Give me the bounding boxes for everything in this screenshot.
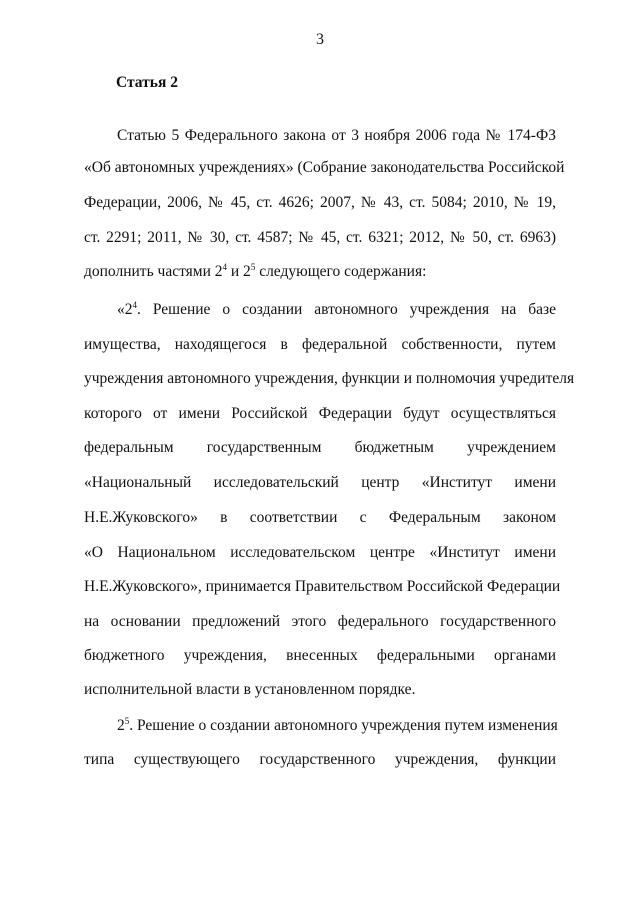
text-fragment: дополнить частями 2 [84, 263, 223, 280]
text-fragment: следующего содержания: [255, 263, 427, 280]
text-fragment: 2 [117, 717, 125, 734]
text-fragment: и 2 [227, 263, 251, 280]
page-number: 3 [316, 31, 324, 48]
paragraph-1-line-3: Федерации, 2006, № 45, ст. 4626; 2007, № 43, ст. 5084; 2010, № 19, [84, 194, 556, 211]
text-fragment: . Решение о создании автономного учреждения на базе [137, 301, 556, 318]
paragraph-2-line-6: «Национальный исследовательский центр «Институт имени [84, 474, 556, 491]
paragraph-1-line-4: ст. 2291; 2011, № 30, ст. 4587; № 45, ст. 6321; 2012, № 50, ст. 6963) [84, 229, 556, 246]
paragraph-2-line-5: федеральным государственным бюджетным учреждением [84, 439, 556, 456]
paragraph-3-line-1 [117, 716, 556, 736]
paragraph-2-line-8: «О Национальном исследовательском центре «Институт имени [84, 544, 556, 561]
paragraph-1-line-5 [84, 262, 556, 282]
paragraph-2-line-3: учреждения автономного учреждения, функции и полномочия учредителя [84, 370, 575, 387]
paragraph-3-line-2: типа существующего государственного учреждения, функции [84, 751, 556, 768]
paragraph-2-line-2: имущества, находящегося в федеральной собственности, путем [84, 336, 556, 353]
superscript: 4 [132, 300, 137, 310]
superscript: 5 [250, 262, 256, 272]
paragraph-2-line-10: на основании предложений этого федерального государственного [84, 613, 556, 630]
text-fragment: «2 [117, 301, 133, 318]
paragraph-2-line-12: исполнительной власти в установленном порядке. [84, 681, 416, 698]
paragraph-2-line-11: бюджетного учреждения, внесенных федеральными органами [84, 647, 556, 664]
paragraph-1-line-1: Статью 5 Федерального закона от 3 ноября 2006 года № 174-ФЗ [117, 127, 556, 144]
paragraph-1-line-2: «Об автономных учреждениях» (Собрание законодательства Российской [84, 159, 565, 176]
paragraph-2-line-4: которого от имени Российской Федерации будут осуществляться [84, 405, 556, 422]
paragraph-2-line-1 [117, 300, 556, 320]
article-heading: Статья 2 [116, 74, 178, 91]
paragraph-2-line-9: Н.Е.Жуковского», принимается Правительством Российской Федерации [84, 578, 561, 595]
text-fragment: . Решение о создании автономного учреждения путем изменения [129, 717, 558, 734]
paragraph-2-line-7: Н.Е.Жуковского» в соответствии с Федеральным законом [84, 509, 556, 526]
superscript: 4 [222, 262, 228, 272]
superscript: 5 [124, 716, 130, 726]
